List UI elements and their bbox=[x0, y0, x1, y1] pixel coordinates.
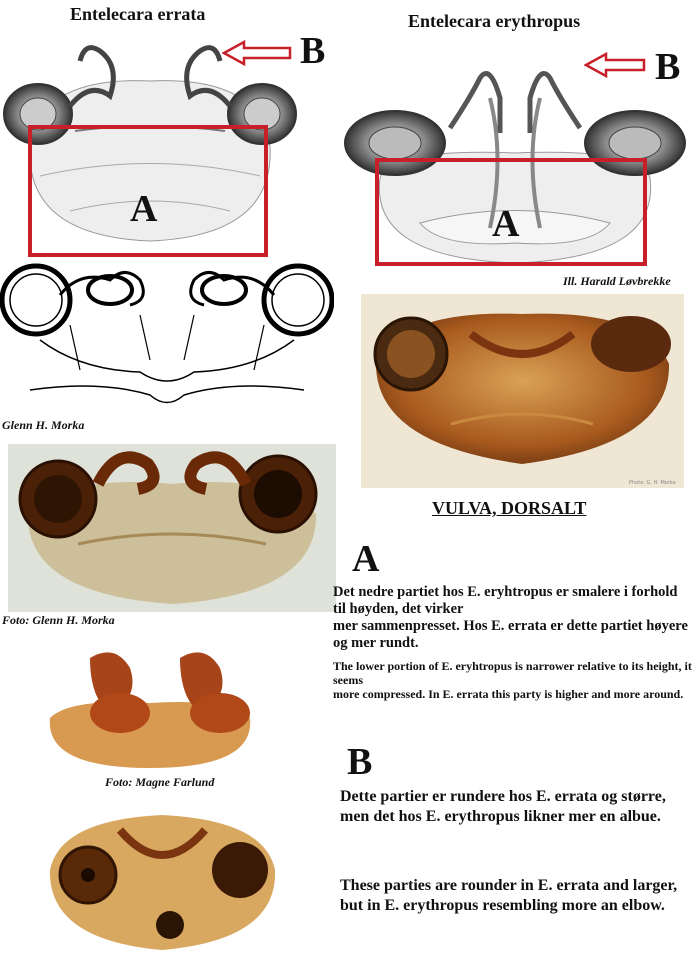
errata-photo-glenn bbox=[8, 444, 336, 612]
errata-photo-bjarte bbox=[30, 638, 270, 776]
credit-foto-magne: Foto: Magne Farlund bbox=[105, 775, 215, 789]
section-B-letter: B bbox=[347, 741, 373, 783]
section-A-text bbox=[333, 584, 693, 701]
credit-photo-small: Photo: G. H. Morka bbox=[629, 480, 676, 486]
errata-photo-magne bbox=[40, 790, 285, 955]
heading-vulva: VULVA, DORSALT bbox=[432, 498, 587, 518]
section-A-norwegian-1: Det nedre partiet hos E. eryhtropus er smalere i forhold til høyden, det virker bbox=[333, 584, 678, 617]
section-A-norwegian-2: mer sammenpresset. Hos E. errata er dette partiet høyere og mer rundt. bbox=[333, 618, 688, 651]
arrow-B-erythropus-icon bbox=[584, 52, 646, 78]
label-A-errata: A bbox=[130, 188, 158, 230]
left-title: Entelecara errata bbox=[70, 4, 206, 24]
section-B-english: These parties are rounder in E. errata and larger, but in E. erythropus resembling more an elbow. bbox=[340, 877, 678, 914]
label-B-errata: B bbox=[300, 30, 326, 72]
label-B-erythropus: B bbox=[655, 46, 681, 88]
section-B-norwegian: Dette partier er rundere hos E. errata og større, men det hos E. erythropus likner mer en albue. bbox=[340, 788, 666, 825]
credit-foto-glenn: Foto: Glenn H. Morka bbox=[2, 613, 115, 627]
arrow-B-errata-icon bbox=[222, 40, 292, 66]
section-A-english-1: The lower portion of E. eryhtropus is narrower relative to its height, it seems bbox=[333, 659, 692, 687]
section-A-letter: A bbox=[352, 538, 380, 580]
erythropus-photo bbox=[361, 294, 684, 488]
section-A-english-2: more compressed. In E. errata this party is higher and more around. bbox=[333, 687, 684, 701]
errata-line-drawing bbox=[0, 260, 334, 415]
label-A-erythropus: A bbox=[492, 203, 520, 245]
credit-glenn-drawing: Glenn H. Morka bbox=[2, 418, 85, 432]
credit-harald: Ill. Harald Løvbrekke bbox=[563, 274, 671, 288]
right-title: Entelecara erythropus bbox=[408, 11, 581, 31]
